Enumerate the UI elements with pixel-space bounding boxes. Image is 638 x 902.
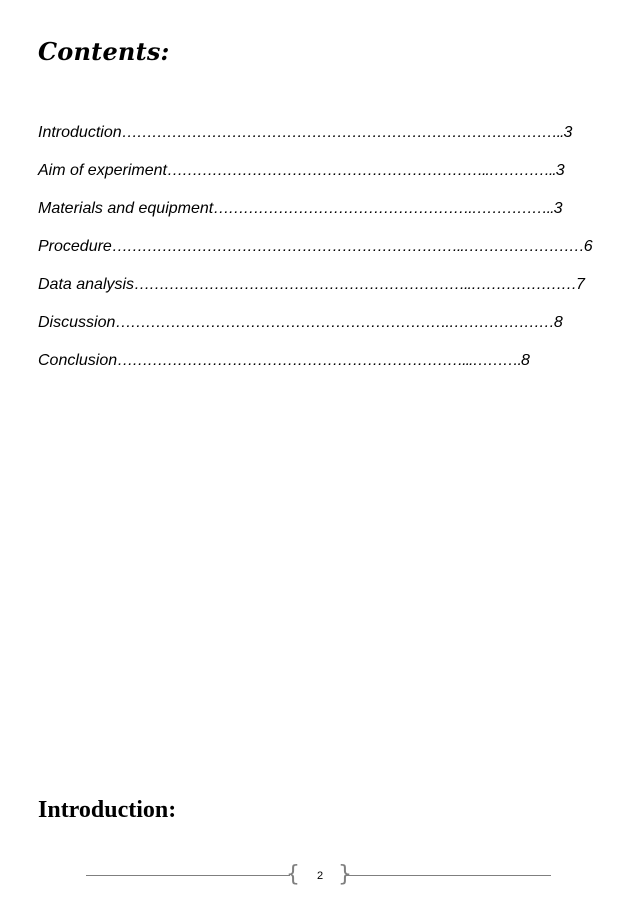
toc-entry-label: Conclusion [38, 352, 118, 369]
footer-rule-left [86, 875, 290, 876]
toc-entry-discussion[interactable] [38, 311, 593, 349]
toc-entry-conclusion[interactable] [38, 349, 593, 387]
page-number: 2 [316, 870, 324, 882]
toc-entry-page: 7 [575, 276, 585, 293]
footer-left-bracket: { [286, 862, 300, 887]
footer-right-bracket: } [338, 862, 352, 887]
contents-title: Contents: [38, 37, 170, 66]
toc-entry-label: Discussion [38, 314, 116, 331]
toc-entry-page: 6 [583, 238, 593, 255]
toc-entry-aim-of-experiment[interactable] [38, 159, 593, 197]
toc-entry-leader: …………………………………………….…………….. [213, 200, 554, 217]
toc-entry-data-analysis[interactable] [38, 273, 593, 311]
toc-entry-leader: …………………………………………………………..………………… [134, 276, 576, 293]
toc-entry-leader: ………………………………………………………….………………… [115, 314, 554, 331]
toc-entry-procedure[interactable] [38, 235, 593, 273]
toc-entry-leader: ……………………………………………………………...………. [117, 352, 521, 369]
page-footer [0, 860, 638, 892]
toc-entry-label: Procedure [38, 238, 112, 255]
toc-entry-label: Introduction [38, 124, 122, 141]
toc-entry-leader: ………………………………………………………..………….. [166, 162, 556, 179]
introduction-heading: Introduction: [38, 797, 177, 823]
toc-entry-page: 8 [553, 314, 563, 331]
toc-entry-introduction[interactable] [38, 121, 593, 159]
footer-rule-right [346, 875, 551, 876]
toc-entry-page: 3 [563, 124, 573, 141]
toc-entry-label: Materials and equipment [38, 200, 214, 217]
toc-entry-page: 8 [520, 352, 530, 369]
toc-entry-page: 3 [553, 200, 563, 217]
toc-entry-label: Aim of experiment [38, 162, 167, 179]
toc-entry-leader: ……………………………………………………………..…………………… [111, 238, 584, 255]
toc-entry-materials-and-equipment[interactable] [38, 197, 593, 235]
toc-entry-page: 3 [555, 162, 565, 179]
toc-entry-label: Data analysis [38, 276, 135, 293]
table-of-contents [38, 121, 593, 387]
toc-entry-leader: …………………………………………………………………………….. [121, 124, 564, 141]
